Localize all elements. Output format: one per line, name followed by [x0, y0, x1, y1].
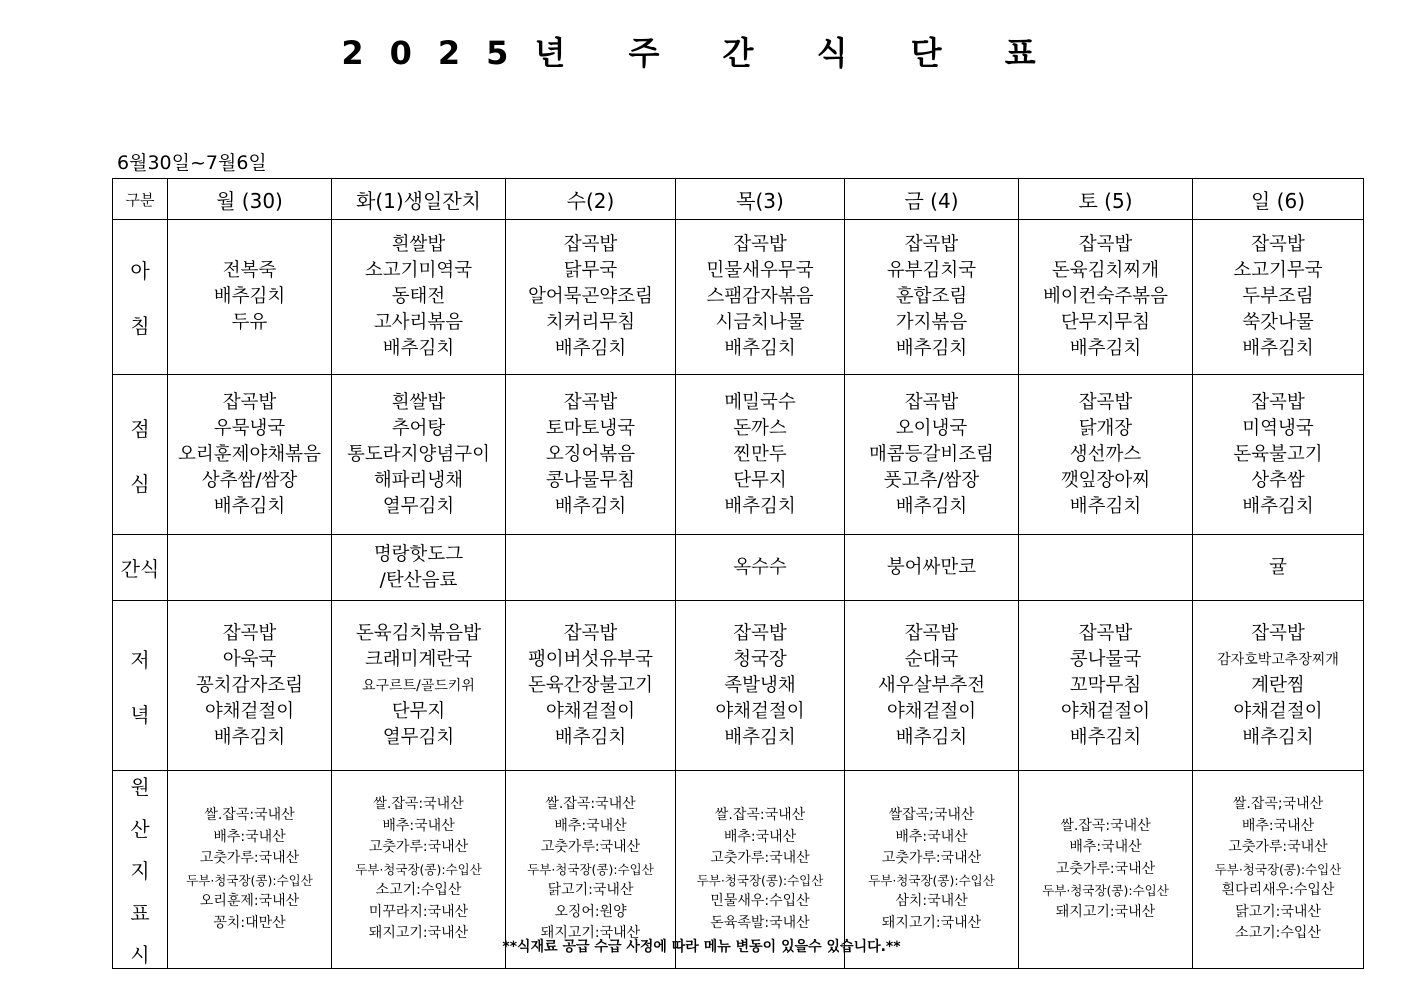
- menu-item: 돈까스: [733, 417, 787, 439]
- origin-item: 두부·청국장(콩):수입산: [527, 861, 654, 877]
- weekly-menu-table: [112, 178, 1364, 969]
- menu-cell: [332, 601, 506, 771]
- menu-item: 오징어볶음: [545, 443, 636, 465]
- origin-item: 고춧가루:국내산: [368, 839, 469, 856]
- menu-item: 청국장: [733, 648, 787, 670]
- menu-item: 배추김치: [1069, 495, 1142, 517]
- menu-cell: [1193, 601, 1364, 771]
- origin-item: 돼지고기:국내산: [540, 925, 641, 942]
- row-label-char: 지: [130, 859, 150, 883]
- menu-item: 두유: [231, 312, 268, 333]
- menu-item: 잡곡밥: [904, 391, 959, 413]
- menu-cell: [332, 220, 506, 375]
- menu-item: 메밀국수: [724, 391, 796, 413]
- menu-cell: [168, 220, 332, 375]
- origin-item: 꽁치:대만산: [213, 914, 286, 931]
- menu-item: 옥수수: [733, 556, 787, 578]
- row-label-char: 원: [130, 775, 150, 799]
- menu-item: 오리훈제야채볶음: [178, 443, 321, 465]
- origin-item: 오징어:원양: [554, 903, 627, 920]
- origin-item: 배추:국내산: [213, 828, 286, 845]
- menu-cell: [676, 601, 845, 771]
- menu-item: 민물새우무국: [706, 260, 814, 281]
- row-label-char: 점: [130, 416, 150, 441]
- menu-item: 잡곡밥: [563, 622, 618, 644]
- menu-item: 잡곡밥: [222, 391, 277, 413]
- menu-item: 배추김치: [554, 495, 627, 517]
- origin-item: 두부·청국장(콩):수입산: [1042, 883, 1169, 899]
- menu-item: 순대국: [904, 648, 959, 670]
- menu-item: 잡곡밥: [1251, 622, 1305, 644]
- snack-row-label: [113, 535, 168, 601]
- menu-item: 미역냉국: [1242, 417, 1314, 439]
- origin-item: 두부·청국장(콩):수입산: [868, 872, 995, 888]
- origin-item: 쌀잡곡;국내산: [888, 807, 975, 823]
- menu-item: 잡곡밥: [1251, 391, 1305, 413]
- menu-cell: [676, 375, 845, 535]
- menu-item: 스팸감자볶음: [706, 286, 814, 307]
- menu-item: 요구르트/골드키위: [362, 677, 475, 694]
- origin-item: 민물새우:수입산: [710, 893, 810, 909]
- menu-item: 고사리볶음: [373, 312, 464, 333]
- menu-item: 돈육김치찌개: [1051, 260, 1160, 281]
- menu-cell: [506, 535, 676, 601]
- menu-item: 배추김치: [554, 726, 627, 748]
- menu-cell: [845, 535, 1019, 601]
- menu-cell: [1019, 601, 1193, 771]
- row-label-char: 시: [130, 943, 150, 967]
- menu-cell: [1019, 375, 1193, 535]
- origin-item: 쌀.잡곡;국내산: [1232, 796, 1324, 813]
- dinner-row-label: [113, 601, 168, 771]
- row-label-char: 녁: [130, 702, 150, 727]
- menu-item: 잡곡밥: [563, 234, 618, 255]
- menu-item: 베이컨숙주볶음: [1042, 286, 1169, 307]
- menu-cell: [168, 375, 332, 535]
- menu-item: 쑥갓나물: [1242, 312, 1314, 333]
- footnote: **식재료 공급 수급 사정에 따라 메뉴 변동이 있을수 있습니다.**: [502, 939, 901, 955]
- day-header: 화(1)생일잔치: [332, 179, 506, 220]
- menu-item: 잡곡밥: [1078, 391, 1133, 413]
- page-title: 2025년 주 간 식 단 표: [341, 34, 1062, 72]
- menu-item: 아욱국: [222, 648, 277, 670]
- origin-item: 돼지고기:국내산: [368, 925, 469, 942]
- menu-cell: [1193, 375, 1364, 535]
- menu-item: 소고기무국: [1233, 260, 1323, 281]
- menu-cell: [845, 220, 1019, 375]
- menu-item: 잡곡밥: [733, 234, 787, 255]
- day-header: 수(2): [506, 179, 676, 220]
- menu-item: 족발냉채: [724, 674, 796, 696]
- menu-item: 감자호박고추장찌개: [1217, 651, 1339, 668]
- origin-item: 쌀.잡곡:국내산: [204, 807, 295, 823]
- origin-item: 두부·청국장(콩):수입산: [355, 861, 482, 877]
- menu-cell: [168, 601, 332, 771]
- origin-item: 두부·청국장(콩):수입산: [1214, 861, 1342, 877]
- day-header: 목(3): [676, 179, 845, 220]
- menu-item: 단무지: [733, 469, 787, 491]
- menu-item: 찐만두: [733, 443, 787, 465]
- menu-item: 열무김치: [382, 495, 455, 517]
- menu-item: 매콤등갈비조림: [868, 443, 995, 465]
- origin-item: 배추:국내산: [1069, 839, 1142, 856]
- origin-item: 돼지고기:국내산: [1055, 903, 1156, 920]
- origin-item: 돈육족발:국내산: [710, 914, 810, 931]
- origin-item: 삼치:국내산: [895, 893, 968, 909]
- origin-item: 소고기:수입산: [375, 882, 462, 899]
- menu-item: 배추김치: [895, 495, 968, 517]
- menu-item: 오이냉국: [895, 417, 968, 439]
- menu-cell: [1193, 535, 1364, 601]
- menu-item: 배추김치: [895, 726, 968, 748]
- menu-item: 알어묵곤약조림: [527, 286, 654, 307]
- menu-item: 붕어싸만코: [886, 556, 977, 578]
- menu-item: 잡곡밥: [904, 622, 959, 644]
- menu-item: 배추김치: [724, 726, 796, 748]
- menu-item: 잡곡밥: [904, 234, 959, 255]
- breakfast-row: [113, 220, 1364, 375]
- row-label-char: 아: [130, 259, 150, 283]
- menu-item: 꼬막무침: [1069, 674, 1142, 696]
- origin-item: 고춧가루:국내산: [1055, 860, 1156, 877]
- origin-item: 배추:국내산: [723, 828, 797, 845]
- row-label-char: 저: [130, 647, 150, 672]
- menu-cell: [1193, 220, 1364, 375]
- menu-item: 야채겉절이: [715, 700, 805, 722]
- lunch-row-label: [113, 375, 168, 535]
- menu-item: 콩나물무침: [545, 469, 636, 491]
- menu-item: 잡곡밥: [1251, 234, 1305, 255]
- menu-item: 배추김치: [724, 495, 796, 517]
- menu-item: 명랑핫도그: [373, 543, 464, 565]
- menu-item: 계란찜: [1251, 674, 1305, 696]
- origin-item: 소고기:수입산: [1235, 925, 1321, 942]
- menu-item: 상추쌈/쌈장: [201, 469, 298, 491]
- menu-item: 추어탕: [391, 417, 446, 439]
- origin-item: 고춧가루:국내산: [540, 839, 641, 856]
- origin-item: 쌀.잡곡:국내산: [373, 796, 464, 813]
- menu-cell: [1019, 535, 1193, 601]
- menu-cell: [168, 535, 332, 601]
- menu-item: 새우살부추전: [877, 674, 986, 696]
- menu-item: 생선까스: [1069, 443, 1142, 465]
- origin-item: 돼지고기:국내산: [881, 914, 982, 931]
- menu-item: 동태전: [391, 286, 446, 307]
- menu-item: 콩나물국: [1069, 648, 1142, 670]
- menu-item: 우묵냉국: [213, 417, 286, 439]
- menu-item: 훈합조림: [895, 286, 968, 307]
- row-label-char: 산: [130, 817, 150, 841]
- menu-item: 팽이버섯유부국: [527, 648, 654, 670]
- menu-item: 야채겉절이: [1060, 700, 1151, 722]
- origin-item: 쌀.잡곡:국내산: [545, 796, 636, 813]
- origin-item: 쌀.잡곡:국내산: [1060, 817, 1151, 834]
- day-header: 금 (4): [845, 179, 1019, 220]
- menu-item: 상추쌈: [1251, 469, 1305, 491]
- menu-cell: [676, 220, 845, 375]
- menu-item: 토마토냉국: [545, 417, 636, 439]
- menu-item: 닭개장: [1078, 417, 1133, 439]
- menu-item: 꽁치감자조림: [195, 674, 304, 696]
- menu-item: 열무김치: [382, 726, 455, 748]
- menu-item: 야채겉절이: [545, 700, 636, 722]
- menu-item: 단무지: [391, 700, 446, 722]
- menu-item: 잡곡밥: [733, 622, 787, 644]
- week-range: 6월30일~7월6일: [117, 152, 267, 174]
- day-header-row: [113, 179, 1364, 220]
- menu-item: 시금치나물: [715, 312, 805, 333]
- origin-item: 닭고기:국내산: [547, 882, 634, 899]
- menu-item: 배추김치: [382, 338, 455, 359]
- origin-item: 두부·청국장(콩):수입산: [186, 872, 313, 888]
- menu-item: 흰쌀밥: [391, 234, 446, 255]
- menu-item: 야채겉절이: [204, 700, 295, 722]
- menu-cell: [506, 601, 676, 771]
- row-label-char: 침: [130, 314, 150, 338]
- day-header: 일 (6): [1193, 179, 1364, 220]
- row-label-char: 심: [130, 471, 150, 496]
- menu-cell: [332, 535, 506, 601]
- menu-item: 배추김치: [1242, 726, 1314, 748]
- origin-item: 흰다리새우:수입산: [1221, 882, 1335, 899]
- menu-item: 귤: [1269, 556, 1287, 578]
- origin-item: 고춧가루:국내산: [1228, 839, 1328, 856]
- origin-item: 두부·청국장(콩):수입산: [696, 872, 824, 888]
- menu-cell: [676, 535, 845, 601]
- menu-item: 배추김치: [1242, 495, 1314, 517]
- dinner-row: [113, 601, 1364, 771]
- menu-item: /탄산음료: [379, 569, 458, 591]
- day-header: 토 (5): [1019, 179, 1193, 220]
- menu-item: 배추김치: [1242, 338, 1314, 359]
- origin-item: 미꾸라지:국내산: [368, 903, 469, 920]
- origin-item: 고춧가루:국내산: [710, 850, 810, 866]
- lunch-row: [113, 375, 1364, 535]
- menu-cell: [845, 601, 1019, 771]
- menu-cell: [506, 220, 676, 375]
- menu-item: 배추김치: [213, 726, 286, 748]
- menu-item: 크래미계란국: [364, 648, 473, 670]
- breakfast-row-label: [113, 220, 168, 375]
- menu-item: 배추김치: [895, 338, 968, 359]
- menu-cell: [845, 375, 1019, 535]
- origin-item: 배추:국내산: [895, 828, 968, 845]
- menu-item: 치커리무침: [545, 312, 636, 333]
- menu-item: 배추김치: [213, 286, 286, 307]
- menu-item: 해파리냉채: [373, 469, 464, 491]
- menu-cell: [1019, 220, 1193, 375]
- menu-item: 잡곡밥: [1078, 622, 1133, 644]
- menu-item: 야채겉절이: [886, 700, 977, 722]
- menu-item: 단무지무침: [1060, 312, 1151, 333]
- origin-item: 오리훈제:국내산: [199, 893, 300, 909]
- menu-item: 배추김치: [554, 338, 627, 359]
- menu-item: 전복죽: [222, 260, 277, 281]
- menu-cell: [332, 375, 506, 535]
- menu-item: 통도라지양념구이: [347, 443, 490, 465]
- origin-item: 고춧가루:국내산: [199, 850, 300, 866]
- menu-item: 소고기미역국: [364, 260, 473, 281]
- menu-item: 흰쌀밥: [391, 391, 446, 413]
- corner-label: 구분: [113, 179, 168, 220]
- menu-item: 배추김치: [1069, 338, 1142, 359]
- menu-item: 풋고추/쌈장: [883, 469, 980, 491]
- row-label-char: 표: [130, 901, 150, 925]
- row-label-char: 간식: [120, 557, 160, 581]
- menu-item: 배추김치: [724, 338, 796, 359]
- origin-item: 배추:국내산: [1241, 817, 1315, 834]
- origin-item: 쌀.잡곡:국내산: [714, 807, 806, 823]
- menu-cell: [506, 375, 676, 535]
- menu-item: 닭무국: [563, 260, 618, 281]
- menu-item: 잡곡밥: [1078, 234, 1133, 255]
- menu-item: 배추김치: [213, 495, 286, 517]
- menu-item: 돈육간장불고기: [527, 674, 654, 696]
- menu-item: 돈육불고기: [1233, 443, 1323, 465]
- origin-item: 닭고기:국내산: [1235, 903, 1321, 920]
- day-header: 월 (30): [168, 179, 332, 220]
- origin-item: 고춧가루:국내산: [881, 850, 982, 866]
- origin-item: 배추:국내산: [554, 817, 627, 834]
- menu-item: 깻잎장아찌: [1060, 469, 1151, 491]
- menu-item: 야채겉절이: [1233, 700, 1323, 722]
- menu-item: 유부김치국: [886, 260, 977, 281]
- snack-row: [113, 535, 1364, 601]
- menu-item: 배추김치: [1069, 726, 1142, 748]
- menu-item: 잡곡밥: [563, 391, 618, 413]
- menu-item: 두부조림: [1242, 286, 1314, 307]
- menu-item: 잡곡밥: [222, 622, 277, 644]
- menu-item: 돈육김치볶음밥: [355, 622, 482, 644]
- origin-item: 배추:국내산: [382, 817, 455, 834]
- menu-item: 가지볶음: [895, 312, 968, 333]
